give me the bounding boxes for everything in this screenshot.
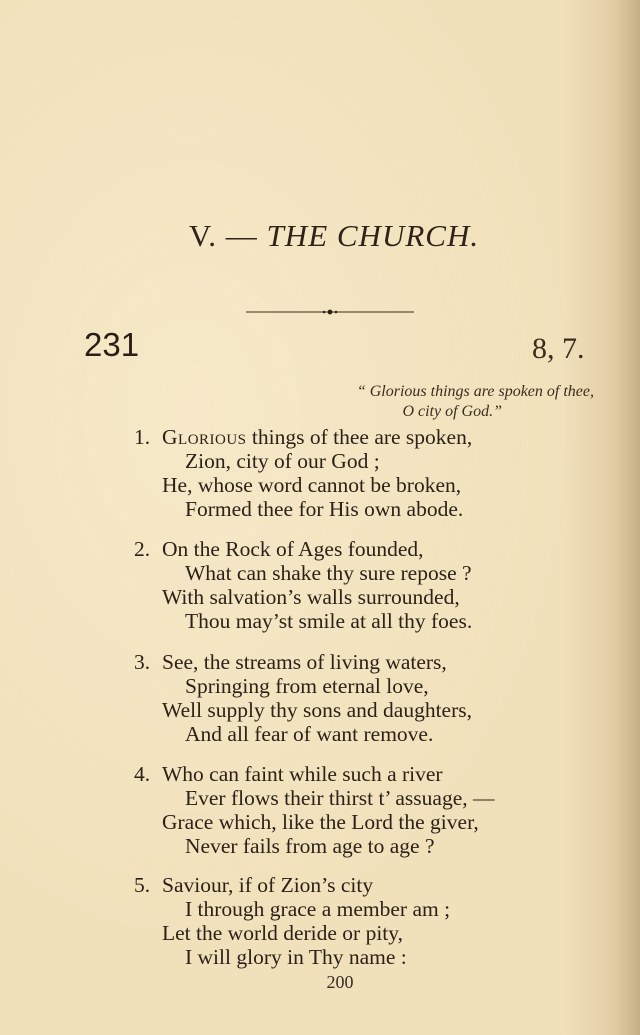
epigraph-line-1: “ Glorious things are spoken of thee, bbox=[356, 383, 594, 400]
verse-line: Grace which, like the Lord the giver, bbox=[162, 810, 479, 834]
verse-line: What can shake thy sure repose ? bbox=[185, 561, 472, 585]
hymn-number: 231 bbox=[84, 326, 140, 363]
verse-line: Well supply thy sons and daughters, bbox=[162, 698, 472, 722]
page-number: 200 bbox=[326, 972, 354, 992]
stanza-number: 2. bbox=[134, 537, 151, 561]
verse-line: Let the world deride or pity, bbox=[162, 921, 404, 945]
verse-line: Saviour, if of Zion’s city bbox=[162, 873, 374, 897]
verse-line-text: things of thee are spoken, bbox=[246, 425, 473, 449]
stanza-number: 5. bbox=[134, 873, 151, 897]
hymn-meter: 8, 7. bbox=[532, 332, 585, 365]
stanza-number: 4. bbox=[134, 762, 151, 786]
verse-line: Who can faint while such a river bbox=[162, 762, 443, 786]
verse-line: Thou may’st smile at all thy foes. bbox=[185, 609, 473, 633]
verse-line: I will glory in Thy name : bbox=[185, 945, 407, 969]
verse-line: See, the streams of living waters, bbox=[162, 650, 447, 674]
epigraph bbox=[254, 382, 594, 422]
section-numeral: V. — bbox=[188, 218, 258, 253]
verse-line: Ever flows their thirst t’ assuage, — bbox=[185, 786, 495, 810]
stanza-number: 1. bbox=[134, 425, 151, 449]
verse-line bbox=[162, 426, 472, 449]
epigraph-line-2: O city of God.” bbox=[402, 403, 502, 420]
verse-line: On the Rock of Ages founded, bbox=[162, 537, 424, 561]
section-heading bbox=[0, 218, 640, 254]
verse-line: Springing from eternal love, bbox=[185, 674, 429, 698]
verse-line: He, whose word cannot be broken, bbox=[162, 473, 462, 497]
ornament-rule bbox=[246, 309, 414, 315]
verse-line: Never fails from age to age ? bbox=[185, 834, 435, 858]
section-title: THE CHURCH. bbox=[266, 218, 480, 253]
verse-line: Zion, city of our God ; bbox=[185, 449, 380, 473]
verse-line: I through grace a member am ; bbox=[185, 897, 451, 921]
verse-line: With salvation’s walls surrounded, bbox=[162, 585, 460, 609]
verse-line: And all fear of want remove. bbox=[185, 722, 434, 746]
verse-line: Formed thee for His own abode. bbox=[185, 497, 464, 521]
stanza-number: 3. bbox=[134, 650, 151, 674]
opening-word: Glorious bbox=[162, 425, 247, 449]
